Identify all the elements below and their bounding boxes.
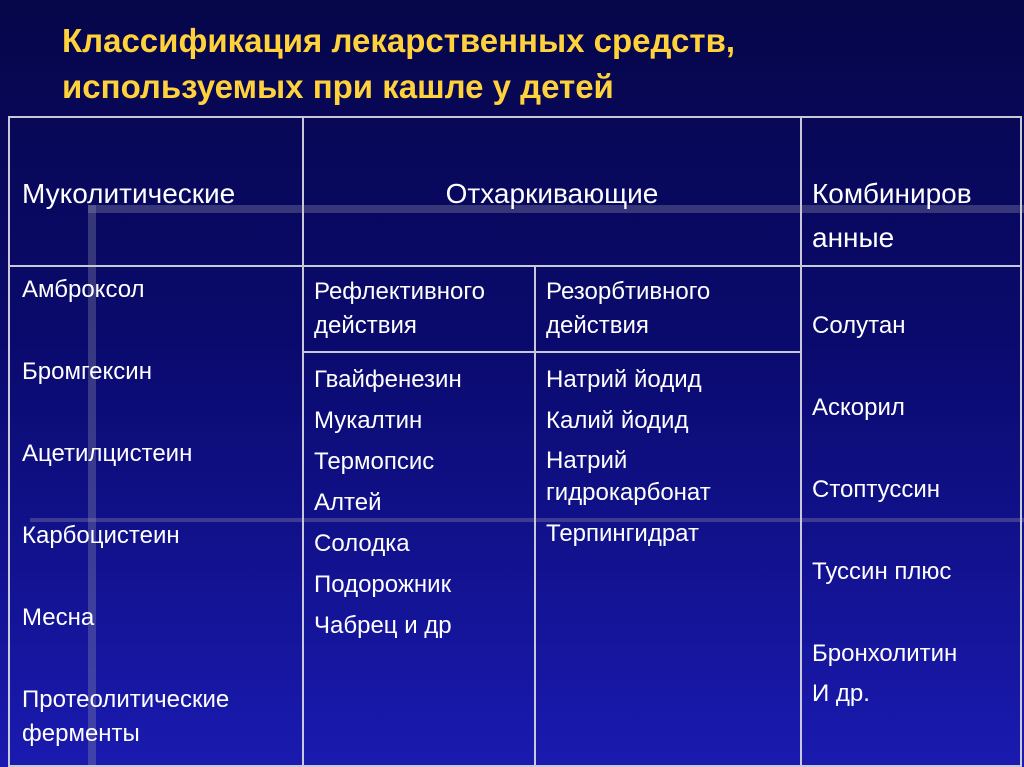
mucolytic-item: Амброксол <box>22 276 145 303</box>
combined-item: Стоптуссин <box>812 476 941 503</box>
combined-item: Солутан <box>812 312 906 339</box>
subheader-resorptive-line1: Резорбтивного <box>546 278 711 305</box>
header-expectorant-text: Отхаркивающие <box>445 178 659 209</box>
header-combined-line1: Комбиниров <box>812 178 972 209</box>
subheader-reflex-line1: Рефлективного <box>314 278 485 305</box>
mucolytic-item-line: ферменты <box>22 720 140 747</box>
subheader-reflex-line2: действия <box>314 312 417 339</box>
reflex-item: Термопсис <box>314 448 435 475</box>
resorptive-item: Натрий йодид <box>546 366 702 393</box>
classification-table <box>8 116 1022 767</box>
header-mucolytic-text: Муколитические <box>22 178 236 209</box>
combined-item: Бронхолитин <box>812 640 958 667</box>
subheader-resorptive <box>535 266 801 352</box>
mucolytic-item: Месна <box>22 604 95 631</box>
header-expectorant <box>303 117 801 266</box>
header-mucolytic <box>9 117 303 266</box>
mucolytic-item-line: Протеолитические <box>22 686 230 713</box>
mucolytic-item: Карбоцистеин <box>22 522 180 549</box>
reflex-item: Мукалтин <box>314 407 423 434</box>
resorptive-item: Терпингидрат <box>546 520 699 547</box>
reflex-item: Гвайфенезин <box>314 366 462 393</box>
slide-title-line1: Классификация лекарственных средств, <box>62 22 736 59</box>
mucolytic-list <box>9 266 303 766</box>
reflex-item: Чабрец и др <box>314 612 452 639</box>
reflex-list <box>303 352 535 766</box>
mucolytic-item <box>22 683 292 751</box>
resorptive-item: Калий йодид <box>546 407 689 434</box>
header-combined <box>801 117 1021 266</box>
slide-title <box>62 18 1002 110</box>
resorptive-item: Натрий <box>546 447 628 474</box>
resorptive-item: гидрокарбонат <box>546 479 711 506</box>
combined-list <box>801 266 1021 766</box>
mucolytic-item: Ацетилцистеин <box>22 440 193 467</box>
slide-title-line2: используемых при кашле у детей <box>62 68 614 105</box>
mucolytic-item: Бромгексин <box>22 358 152 385</box>
resorptive-list <box>535 352 801 766</box>
reflex-item: Подорожник <box>314 571 452 598</box>
subheader-resorptive-line2: действия <box>546 312 649 339</box>
subheader-reflex <box>303 266 535 352</box>
combined-item: Туссин плюс <box>812 558 952 585</box>
reflex-item: Алтей <box>314 489 382 516</box>
combined-item: И др. <box>812 680 870 707</box>
header-combined-line2: анные <box>812 222 895 253</box>
combined-item: Аскорил <box>812 394 905 421</box>
reflex-item: Солодка <box>314 530 410 557</box>
